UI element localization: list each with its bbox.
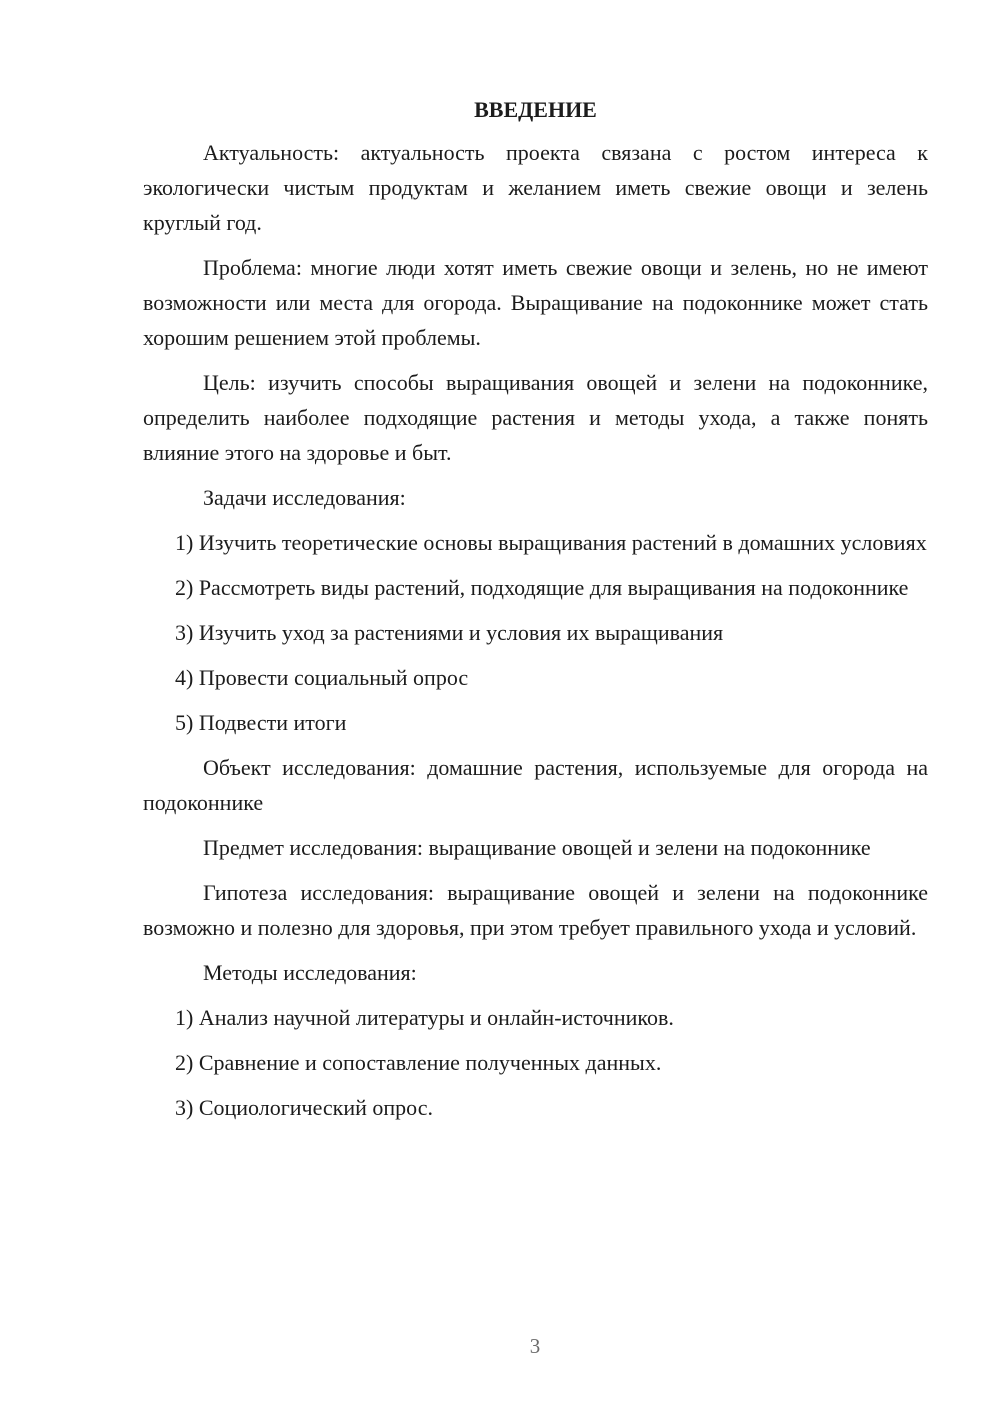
object-paragraph: Объект исследования: домашние растения, используемые для огорода на подоконнике — [143, 755, 928, 815]
hypothesis-paragraph: Гипотеза исследования: выращивание овощей и зелени на подоконнике возможно и полезно для здоровья, при этом требует правильного ухода и условий. — [143, 880, 928, 940]
task-item-3: 3) Изучить уход за растениями и условия их выращивания — [175, 620, 724, 645]
task-item-1: 1) Изучить теоретические основы выращивания растений в домашних условиях — [175, 530, 927, 555]
method-item-2: 2) Сравнение и сопоставление полученных данных. — [175, 1050, 662, 1075]
goal-paragraph: Цель: изучить способы выращивания овощей и зелени на подоконнике, определить наиболее подходящие растения и методы ухода, а также понять влияние этого на здоровье и быт. — [143, 370, 928, 465]
methods-label: Методы исследования: — [203, 960, 417, 985]
document-body — [143, 92, 928, 1125]
method-item-3: 3) Социологический опрос. — [175, 1095, 433, 1120]
task-item-5: 5) Подвести итоги — [175, 710, 347, 735]
page-number: 3 — [529, 1334, 541, 1358]
method-item-1: 1) Анализ научной литературы и онлайн-источников. — [175, 1005, 674, 1030]
tasks-label: Задачи исследования: — [203, 485, 406, 510]
relevance-paragraph: Актуальность: актуальность проекта связана с ростом интереса к экологически чистым продуктам и желанием иметь свежие овощи и зелень круглый год. — [143, 140, 928, 235]
task-item-2: 2) Рассмотреть виды растений, подходящие для выращивания на подоконнике — [175, 575, 909, 600]
section-title: ВВЕДЕНИЕ — [474, 97, 597, 122]
subject-paragraph: Предмет исследования: выращивание овощей и зелени на подоконнике — [203, 835, 871, 860]
problem-paragraph: Проблема: многие люди хотят иметь свежие овощи и зелень, но не имеют возможности или места для огорода. Выращивание на подоконнике может стать хорошим решением этой проблемы. — [143, 255, 928, 350]
task-item-4: 4) Провести социальный опрос — [175, 665, 469, 690]
